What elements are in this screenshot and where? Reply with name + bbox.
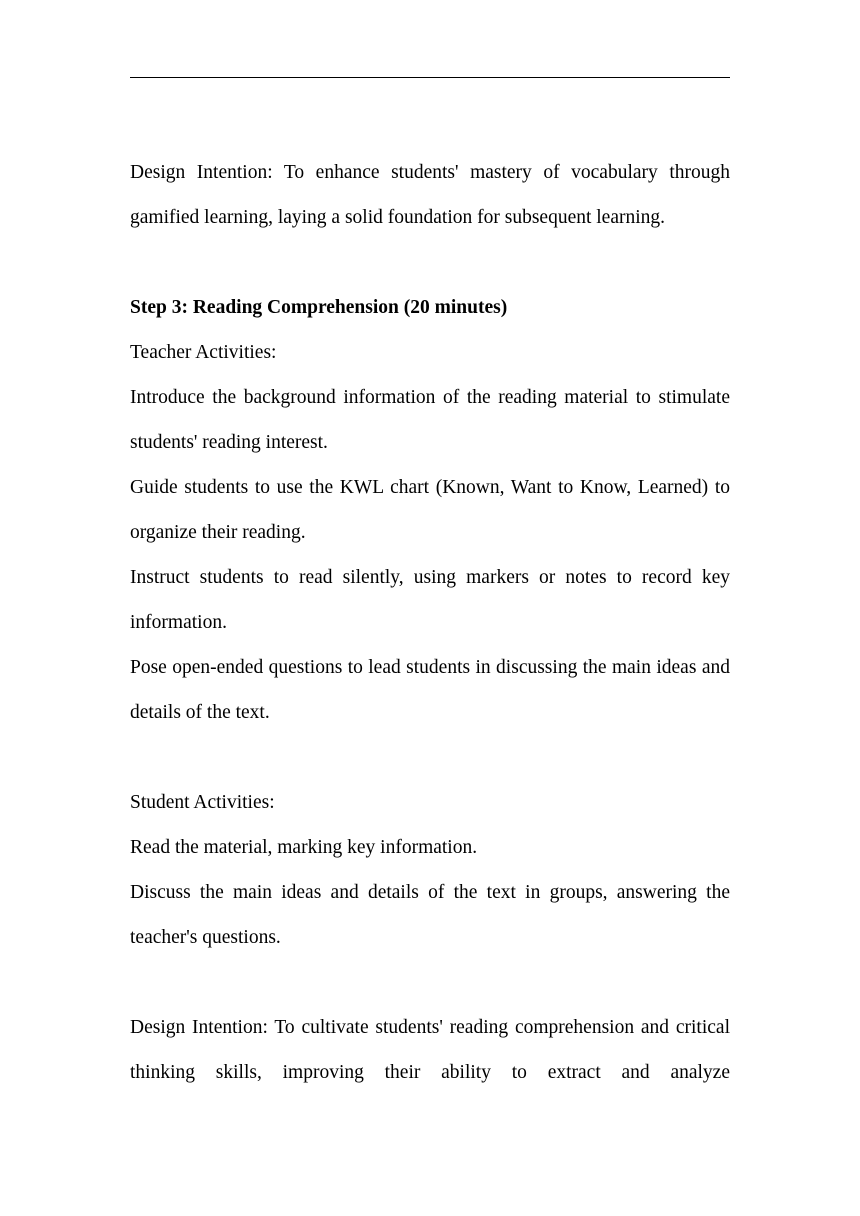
spacer (130, 735, 730, 780)
student-activity-item: Read the material, marking key information. (130, 837, 478, 858)
student-activity-item: Discuss the main ideas and details of the text in groups, answering the teacher's questions. (130, 882, 730, 948)
teacher-activity-item: Guide students to use the KWL chart (Known, Want to Know, Learned) to organize their reading. (130, 477, 730, 543)
teacher-activity-item: Introduce the background information of the reading material to stimulate students' reading interest. (130, 387, 730, 453)
step-3-heading: Step 3: Reading Comprehension (20 minutes) (130, 297, 508, 318)
student-activities-label: Student Activities: (130, 792, 275, 813)
document-body (130, 150, 730, 1095)
teacher-activity-item: Instruct students to read silently, using markers or notes to record key information. (130, 567, 730, 633)
spacer (130, 240, 730, 285)
spacer (130, 960, 730, 1005)
header-rule (130, 77, 730, 78)
design-intention-paragraph: Design Intention: To cultivate students' reading comprehension and critical thinking skills, improving their ability to extract and analyze (130, 1017, 730, 1083)
teacher-activity-item: Pose open-ended questions to lead students in discussing the main ideas and details of the text. (130, 657, 730, 723)
teacher-activities-label: Teacher Activities: (130, 342, 277, 363)
design-intention-paragraph: Design Intention: To enhance students' mastery of vocabulary through gamified learning, laying a solid foundation for subsequent learning. (130, 162, 730, 228)
